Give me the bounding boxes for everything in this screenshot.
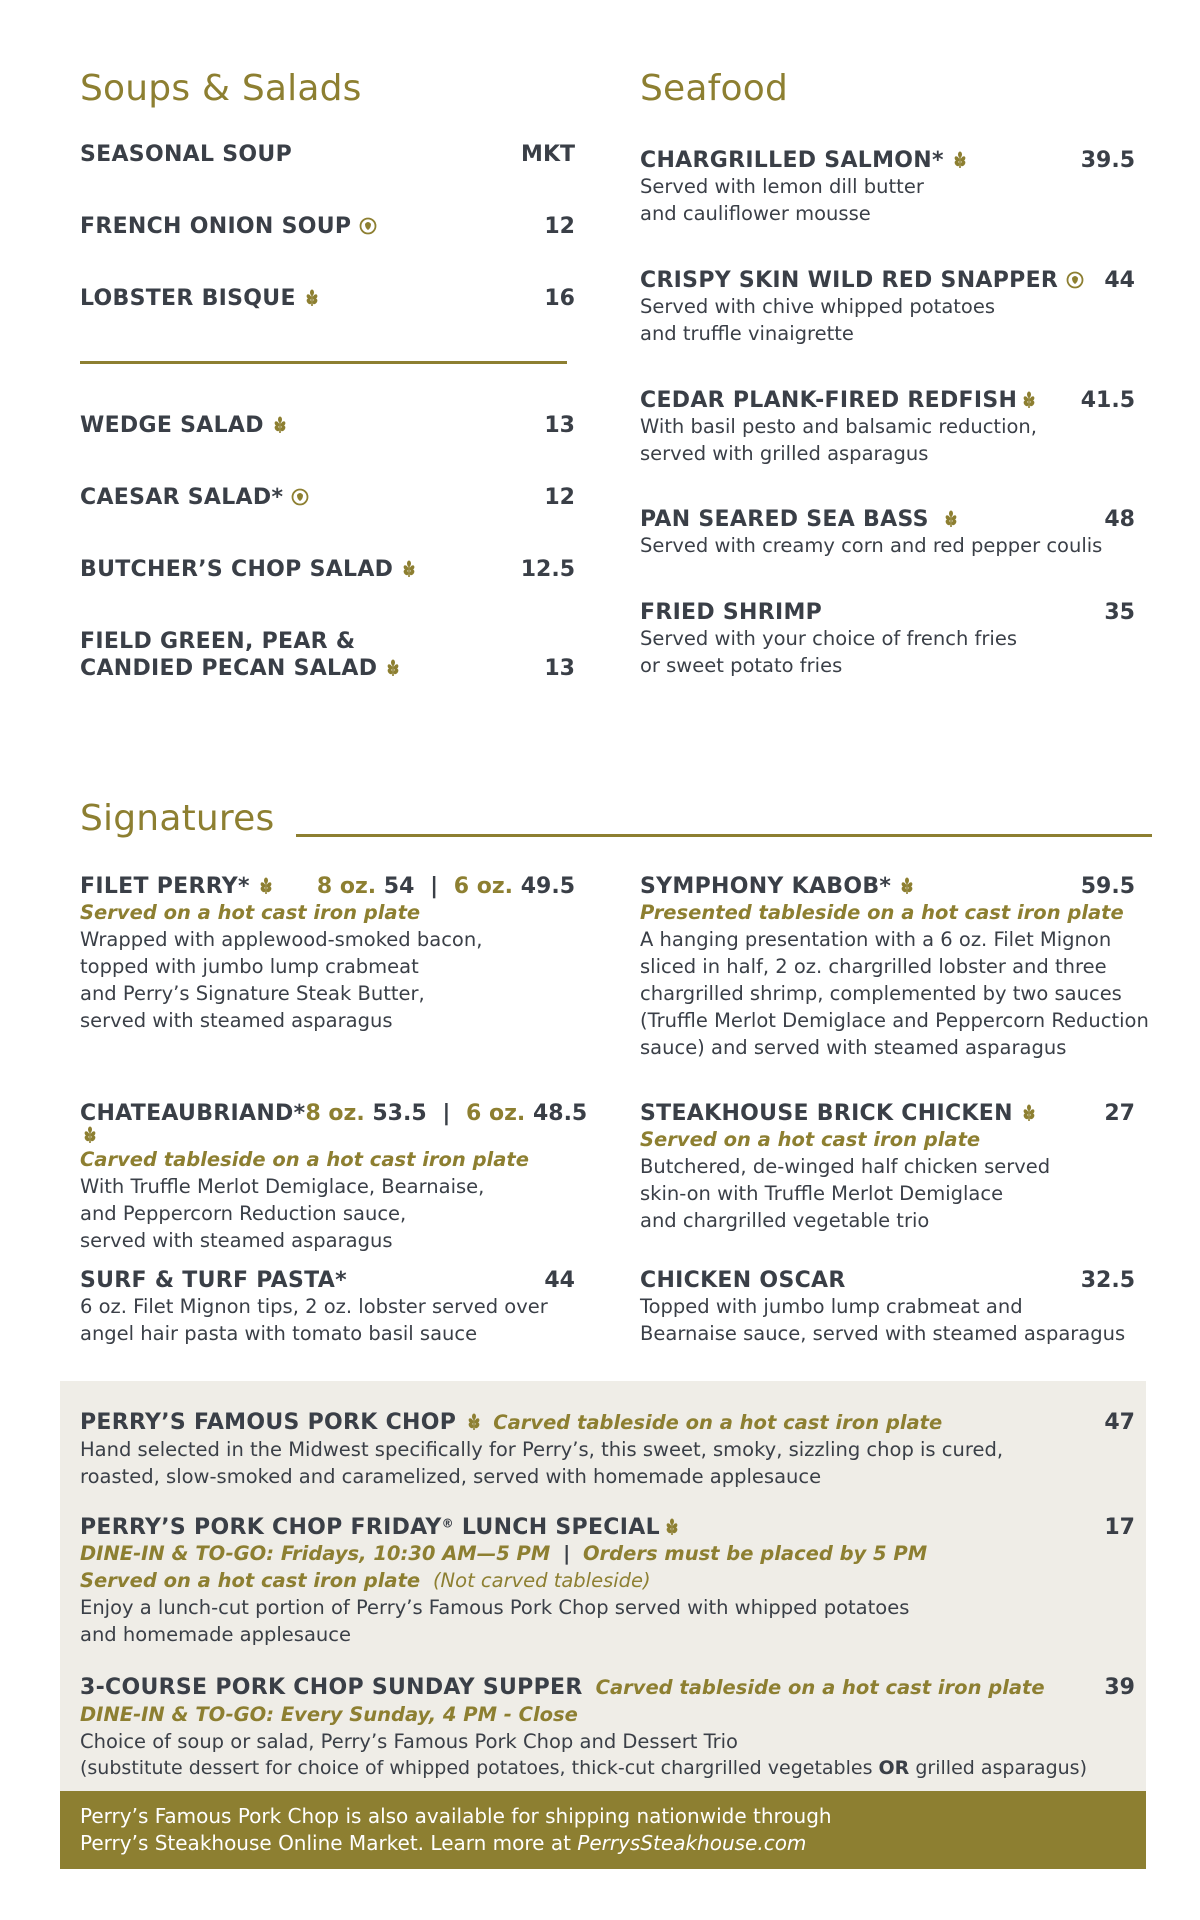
item-description: and Perry’s Signature Steak Butter, xyxy=(80,982,425,1005)
item-description: Hand selected in the Midwest specifically for Perry’s, this sweet, smoky, sizzling chop is cured, xyxy=(80,1438,1004,1461)
seafood-heading: Seafood xyxy=(640,68,789,109)
registered-mark: ® xyxy=(441,1516,454,1531)
menu-item xyxy=(80,214,575,239)
menu-item xyxy=(80,142,575,167)
vegetarian-icon xyxy=(291,488,309,506)
menu-item-filet-perry xyxy=(80,874,575,1034)
item-description xyxy=(80,1755,1146,1782)
item-name: LOBSTER BISQUE xyxy=(80,286,296,311)
menu-item xyxy=(80,628,575,683)
price-divider: | xyxy=(442,1101,451,1126)
menu-item xyxy=(80,413,575,438)
item-name: PAN SEARED SEA BASS xyxy=(640,507,929,532)
item-description: and Peppercorn Reduction sauce, xyxy=(80,1202,407,1225)
item-description: sauce) and served with steamed asparagus xyxy=(640,1036,1067,1059)
item-price xyxy=(305,1101,587,1126)
item-description: served with steamed asparagus xyxy=(80,1229,393,1252)
item-price: 27 xyxy=(1104,1101,1135,1126)
item-price: 39.5 xyxy=(1080,148,1135,173)
menu-item-symphony-kabob xyxy=(640,874,1160,1061)
item-description: and homemade applesauce xyxy=(80,1623,351,1646)
item-description: Bearnaise sauce, served with steamed asparagus xyxy=(640,1322,1126,1345)
item-description: and chargrilled vegetable trio xyxy=(640,1209,930,1232)
item-name: CHATEAUBRIAND* xyxy=(80,1101,306,1126)
shipping-footer xyxy=(60,1791,1146,1869)
footer-line: Perry’s Steakhouse Online Market. Learn more at xyxy=(80,1831,578,1855)
item-description: sliced in half, 2 oz. chargrilled lobster and three xyxy=(640,955,1107,978)
gluten-free-icon xyxy=(401,560,417,578)
menu-item-brick-chicken xyxy=(640,1101,1135,1234)
item-price: 44 xyxy=(1104,268,1135,293)
item-name: PERRY’S PORK CHOP FRIDAY xyxy=(80,1515,442,1540)
item-description: (Truffle Merlot Demiglace and Peppercorn Reduction xyxy=(640,1009,1149,1032)
gluten-free-icon xyxy=(1021,1104,1037,1122)
item-name: SYMPHONY KABOB* xyxy=(640,874,892,899)
portion-price: 48.5 xyxy=(532,1101,588,1126)
item-tagline: Carved tableside on a hot cast iron plate xyxy=(80,1148,529,1171)
item-price xyxy=(317,874,575,899)
soups-salads-heading: Soups & Salads xyxy=(80,68,362,109)
item-description: Wrapped with applewood-smoked bacon, xyxy=(80,928,483,951)
item-description: 6 oz. Filet Mignon tips, 2 oz. lobster served over xyxy=(80,1295,548,1318)
gluten-free-icon xyxy=(82,1126,98,1144)
menu-item xyxy=(640,268,1135,347)
menu-item xyxy=(640,507,1135,559)
item-name: BUTCHER’S CHOP SALAD xyxy=(80,557,394,582)
item-name: CANDIED PECAN SALAD xyxy=(80,656,378,681)
item-description: served with grilled asparagus xyxy=(640,442,929,465)
item-price: 16 xyxy=(544,286,575,311)
item-name: CAESAR SALAD* xyxy=(80,485,284,510)
menu-item-famous-pork-chop xyxy=(80,1409,1135,1490)
item-name: FRIED SHRIMP xyxy=(640,600,823,625)
menu-item xyxy=(640,388,1135,467)
item-tagline: Presented tableside on a hot cast iron plate xyxy=(640,901,1124,924)
item-price: 12 xyxy=(544,214,575,239)
item-price: 48 xyxy=(1104,507,1135,532)
item-price: 35 xyxy=(1104,600,1135,625)
item-description: angel hair pasta with tomato basil sauce xyxy=(80,1322,478,1345)
item-description: Served with chive whipped potatoes xyxy=(640,295,995,318)
item-price: 44 xyxy=(544,1268,575,1293)
menu-item xyxy=(80,557,575,582)
item-description: served with steamed asparagus xyxy=(80,1009,393,1032)
item-description: Served with your choice of french fries xyxy=(640,627,1018,650)
item-name: FRENCH ONION SOUP xyxy=(80,214,352,239)
portion-size: 8 oz. xyxy=(316,874,377,899)
portion-price: 54 xyxy=(383,874,415,899)
gluten-free-icon xyxy=(952,151,968,169)
section-divider xyxy=(80,361,567,364)
website-link[interactable]: PerrysSteakhouse.com xyxy=(577,1831,807,1855)
vegetarian-icon xyxy=(359,217,377,235)
availability-text: DINE-IN & TO-GO: Fridays, 10:30 AM—5 PM xyxy=(80,1542,551,1565)
item-name: CHARGRILLED SALMON* xyxy=(640,148,944,173)
gluten-free-icon xyxy=(943,510,959,528)
price-divider: | xyxy=(430,874,439,899)
item-tagline: Served on a hot cast iron plate xyxy=(80,901,421,924)
portion-price: 49.5 xyxy=(520,874,575,899)
item-description: Served with lemon dill butter xyxy=(640,175,924,198)
item-description: With Truffle Merlot Demiglace, Bearnaise, xyxy=(80,1175,485,1198)
item-name: LUNCH SPECIAL xyxy=(453,1515,660,1540)
vegetarian-icon xyxy=(1066,271,1084,289)
gluten-free-icon xyxy=(899,877,915,895)
item-description: skin-on with Truffle Merlot Demiglace xyxy=(640,1182,1004,1205)
item-tagline: Carved tableside on a hot cast iron plate xyxy=(595,1676,1045,1699)
substitution-or: OR xyxy=(878,1757,910,1779)
menu-item xyxy=(80,286,575,311)
item-name: SEASONAL SOUP xyxy=(80,142,292,167)
item-description: Topped with jumbo lump crabmeat and xyxy=(640,1295,1023,1318)
item-description: and truffle vinaigrette xyxy=(640,322,854,345)
item-price: MKT xyxy=(521,142,575,167)
item-description: roasted, slow-smoked and caramelized, served with homemade applesauce xyxy=(80,1465,822,1488)
footer-line: Perry’s Famous Pork Chop is also available for shipping nationwide through xyxy=(80,1804,832,1828)
item-price: 32.5 xyxy=(1080,1268,1135,1293)
menu-item-chicken-oscar xyxy=(640,1268,1160,1347)
item-description: chargrilled shrimp, complemented by two sauces xyxy=(640,982,1122,1005)
item-description: Enjoy a lunch-cut portion of Perry’s Famous Pork Chop served with whipped potatoes xyxy=(80,1596,910,1619)
order-deadline-text: Orders must be placed by 5 PM xyxy=(582,1542,928,1565)
item-price: 12 xyxy=(544,485,575,510)
menu-item xyxy=(640,148,1135,227)
gluten-free-icon xyxy=(385,659,401,677)
item-description: Served with creamy corn and red pepper coulis xyxy=(640,534,1103,557)
item-name: FIELD GREEN, PEAR & xyxy=(80,629,356,654)
gluten-free-icon xyxy=(664,1518,680,1536)
menu-item xyxy=(80,485,575,510)
gluten-free-icon xyxy=(1021,391,1037,409)
item-price: 17 xyxy=(1104,1515,1135,1540)
menu-item-sunday-supper xyxy=(80,1674,1146,1782)
menu-item-pork-chop-friday xyxy=(80,1515,1135,1648)
item-price: 13 xyxy=(544,656,575,681)
portion-size: 8 oz. xyxy=(305,1101,365,1126)
item-name: WEDGE SALAD xyxy=(80,413,264,438)
item-tagline: Served on a hot cast iron plate xyxy=(80,1569,421,1592)
substitution-text: (substitute dessert for choice of whipped potatoes, thick-cut chargrilled vegetables xyxy=(80,1757,879,1779)
menu-item xyxy=(640,600,1135,679)
substitution-text: grilled asparagus) xyxy=(909,1757,1087,1779)
item-price: 12.5 xyxy=(520,557,575,582)
gluten-free-icon xyxy=(304,289,320,307)
item-price: 47 xyxy=(1104,1410,1135,1435)
item-description: A hanging presentation with a 6 oz. Filet Mignon xyxy=(640,928,1112,951)
gluten-free-icon xyxy=(258,877,274,895)
item-name: STEAKHOUSE BRICK CHICKEN xyxy=(640,1101,1013,1126)
item-price: 39 xyxy=(1104,1675,1135,1700)
item-price: 59.5 xyxy=(1080,874,1135,899)
item-name: CRISPY SKIN WILD RED SNAPPER xyxy=(640,268,1059,293)
item-tagline: Carved tableside on a hot cast iron plate xyxy=(493,1411,943,1434)
availability-divider: | xyxy=(563,1542,571,1565)
menu-item-surf-turf-pasta xyxy=(80,1268,575,1347)
item-tagline: Served on a hot cast iron plate xyxy=(640,1128,981,1151)
item-description: or sweet potato fries xyxy=(640,654,843,677)
item-description: and cauliflower mousse xyxy=(640,202,871,225)
item-price: 13 xyxy=(544,413,575,438)
portion-size: 6 oz. xyxy=(466,1101,526,1126)
item-description: topped with jumbo lump crabmeat xyxy=(80,955,419,978)
item-note: (Not carved tableside) xyxy=(432,1569,651,1592)
item-description: Choice of soup or salad, Perry’s Famous Pork Chop and Dessert Trio xyxy=(80,1730,738,1753)
gluten-free-icon xyxy=(272,416,288,434)
item-name: 3-COURSE PORK CHOP SUNDAY SUPPER xyxy=(80,1675,583,1700)
portion-price: 53.5 xyxy=(372,1101,427,1126)
signatures-heading-rule xyxy=(296,834,1152,837)
gluten-free-icon xyxy=(466,1413,482,1431)
item-description: With basil pesto and balsamic reduction, xyxy=(640,415,1037,438)
signatures-heading: Signatures xyxy=(80,798,275,839)
availability-text: DINE-IN & TO-GO: Every Sunday, 4 PM - Close xyxy=(80,1703,578,1726)
item-name: CHICKEN OSCAR xyxy=(640,1268,846,1293)
item-name: SURF & TURF PASTA* xyxy=(80,1268,347,1293)
item-description: Butchered, de-winged half chicken served xyxy=(640,1155,1051,1178)
portion-size: 6 oz. xyxy=(453,874,514,899)
item-name: CEDAR PLANK-FIRED REDFISH xyxy=(640,388,1018,413)
menu-item-chateaubriand xyxy=(80,1101,588,1254)
item-name: PERRY’S FAMOUS PORK CHOP xyxy=(80,1410,457,1435)
item-price: 41.5 xyxy=(1080,388,1135,413)
item-name: FILET PERRY* xyxy=(80,874,250,899)
